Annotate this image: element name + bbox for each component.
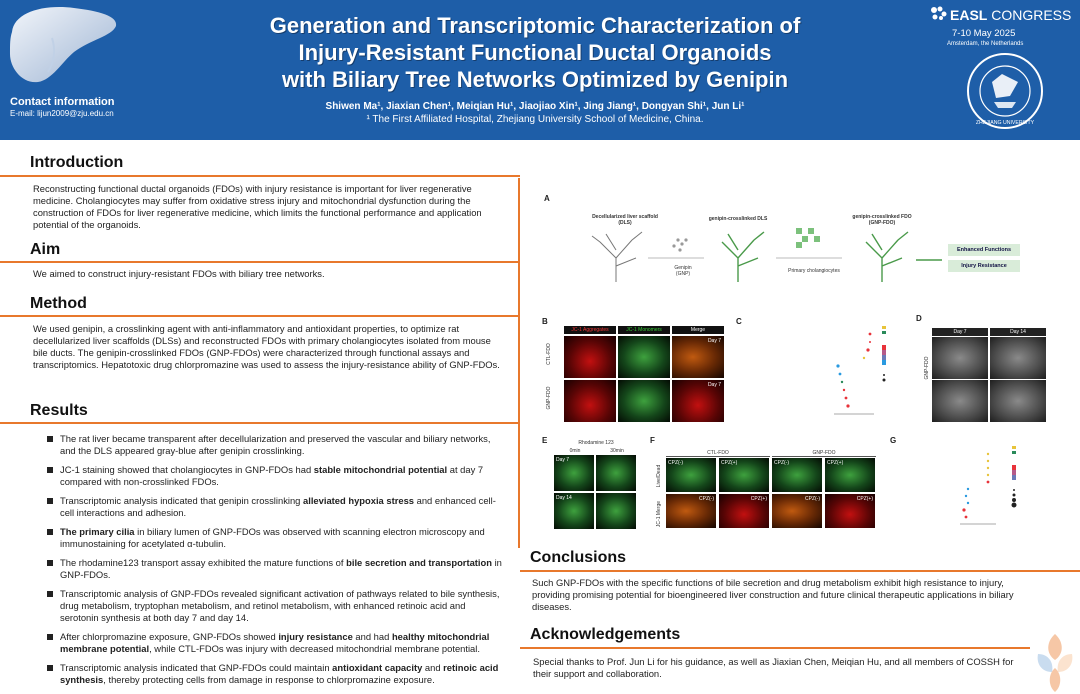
panel-a-genipin: Genipin (GNP) xyxy=(674,265,692,277)
section-underline xyxy=(520,570,1080,572)
panel-a-enhanced: Enhanced Functions xyxy=(948,244,1020,256)
panel-a-crosslinked: genipin-crosslinked DLS xyxy=(708,216,768,222)
aim-text: We aimed to construct injury-resistant FDOs with biliary tree networks. xyxy=(33,268,325,279)
panel-a-fdo: genipin-crosslinked FDO (GNP-FDO) xyxy=(852,214,912,226)
zju-year: 1897 xyxy=(999,108,1011,114)
decorative-petals-icon xyxy=(1030,628,1080,694)
introduction-text: Reconstructing functional ductal organoids (FDOs) with injury resistance is important for liver regenerative medicine. Cholangiocytes may suffer from oxidative stress injury and mitochondrial dysfunction during the construction of FDOs for liver regenerative medicine, which limits the functional performance and application potential of the organoids. xyxy=(33,183,482,230)
bullet-text: at day 7 compared with non-crosslinked FDOs. xyxy=(60,464,484,487)
panel-a-cholangio: Primary cholangiocytes xyxy=(788,268,840,274)
pathway-dot xyxy=(965,516,968,519)
panel-a-scaffold: Decellularized liver scaffold (DLS) xyxy=(592,214,658,226)
bullet-emphasis: antioxidant capacity xyxy=(332,662,423,673)
panel-label: D xyxy=(916,314,922,323)
panel-f-row1: Live/Dead xyxy=(656,464,662,488)
panel-label: C xyxy=(736,317,742,326)
panel-c-dotplot xyxy=(736,324,906,424)
panel-label: A xyxy=(544,194,550,203)
panel-b-col2: JC-1 Monomers xyxy=(618,326,670,334)
bullet-emphasis: stable mitochondrial potential xyxy=(313,464,448,475)
bullet-text: , while CTL-FDOs was injury with decreased mitochondrial membrane potential. xyxy=(149,643,480,654)
poster-header xyxy=(0,0,1080,140)
panel-d-image xyxy=(932,380,988,422)
panel-f-cpz: CPZ(+) xyxy=(721,460,738,466)
method-title: Method xyxy=(30,295,87,312)
congress-dates: 7-10 May 2025 xyxy=(952,28,1016,39)
bullet-text: in biliary lumen of GNP-FDOs was observed with scanning electron microscopy and immunostaining for acetylated α-tubulin. xyxy=(60,526,485,549)
legend-swatch xyxy=(882,331,886,334)
pathway-dot xyxy=(967,502,969,504)
panel-f-cpz: CPZ(-) xyxy=(805,496,820,502)
bullet-text: After chlorpromazine exposure, GNP-FDOs showed xyxy=(60,631,279,642)
panel-b-day: Day 7 xyxy=(707,382,721,388)
panel-f-image xyxy=(666,494,716,528)
panel-d-image xyxy=(932,337,988,379)
padj-swatch xyxy=(882,345,886,350)
contact-email: E-mail: lijun2009@zju.edu.cn xyxy=(10,109,114,118)
legend-swatch xyxy=(882,326,886,329)
pathway-dot xyxy=(845,397,848,400)
pathway-dot xyxy=(965,495,967,497)
panel-f-image xyxy=(772,458,822,492)
bullet-emphasis: alleviated hypoxia stress xyxy=(303,495,414,506)
panel-g-dotplot xyxy=(870,446,1050,538)
panel-b-image xyxy=(564,380,616,422)
panel-e-t0: 0min xyxy=(569,448,581,454)
pathway-dot xyxy=(962,508,965,511)
pathway-dot xyxy=(843,389,845,391)
panel-f-image xyxy=(772,494,822,528)
panel-b-image xyxy=(672,336,724,378)
panel-d-col1: Day 7 xyxy=(932,328,988,336)
panel-b-row2: GNP-FDO xyxy=(546,386,552,410)
legend-swatch xyxy=(1012,451,1016,454)
section-underline xyxy=(520,647,1030,649)
pathway-dot xyxy=(839,373,842,376)
panel-d-col2: Day 14 xyxy=(990,328,1046,336)
result-bullet xyxy=(60,526,505,550)
bullet-text: The rat liver became transparent after decellularization and preserved the vascular and biliary networks, and the DLS appeared gray-blue after genipin crosslinking. xyxy=(60,433,491,456)
poster-title xyxy=(200,12,870,93)
pathway-dot xyxy=(869,333,872,336)
results-title: Results xyxy=(30,402,88,419)
panel-f-cpz: CPZ(-) xyxy=(774,460,789,466)
authors: Shiwen Ma¹, Jiaxian Chen¹, Meiqian Hu¹, Jiaojiao Xin¹, Jing Jiang¹, Dongyan Shi¹, Jun Li¹ xyxy=(325,101,745,112)
gene-size-dot xyxy=(883,379,886,382)
bullet-text: Transcriptomic analysis indicated that GNP-FDOs could maintain xyxy=(60,662,333,673)
column-divider xyxy=(518,178,520,548)
panel-e-day7: Day 7 xyxy=(556,457,570,463)
section-underline xyxy=(0,261,520,263)
panel-f-image xyxy=(666,458,716,492)
panel-e-image xyxy=(596,493,636,529)
bullet-emphasis: injury resistance xyxy=(278,631,353,642)
pathway-dot xyxy=(863,357,865,359)
gene-size-dot xyxy=(1012,498,1016,502)
pathway-dot xyxy=(987,474,989,476)
panel-f-cpz: CPZ(-) xyxy=(699,496,714,502)
panel-e-image xyxy=(554,493,594,529)
bullet-text: Transcriptomic analysis of GNP-FDOs revealed significant activation of pathways related to bile synthesis, drug metabolism, tryptophan metabolism, and retinol metabolism, with enhanced retinoic acid and serotonin synthesis at both day 7 and day 14. xyxy=(60,588,500,623)
conclusions-title: Conclusions xyxy=(530,549,627,566)
gene-size-dot xyxy=(1013,489,1015,491)
gene-size-dot xyxy=(1012,503,1017,508)
bullet-text: in GNP-FDOs. xyxy=(60,557,502,580)
panel-d-row: GNP-FDO xyxy=(924,356,930,380)
panel-b-day: Day 7 xyxy=(707,338,721,344)
padj-swatch xyxy=(882,360,886,365)
bullet-emphasis: healthy mitochondrial membrane potential xyxy=(60,631,490,654)
pathway-dot xyxy=(846,404,849,407)
panel-f-gnp: GNP-FDO xyxy=(772,450,876,457)
padj-swatch xyxy=(1012,475,1016,480)
result-bullet xyxy=(60,495,505,519)
bullet-text: Transcriptomic analysis indicated that genipin crosslinking xyxy=(60,495,303,506)
pathway-dot xyxy=(987,481,990,484)
zju-seal-icon xyxy=(966,52,1044,130)
panel-e-day14: Day 14 xyxy=(556,495,572,501)
panel-b-image xyxy=(672,380,724,422)
result-bullet xyxy=(60,631,505,655)
bullet-emphasis: retinoic acid synthesis xyxy=(60,662,499,685)
dotplot-svg xyxy=(736,324,906,424)
pathway-dot xyxy=(836,364,839,367)
results-figure xyxy=(530,180,1080,550)
conclusions-text: Such GNP-FDOs with the specific functions of bile secretion and drug metabolism exhibit high resistance to injury, providing promising potential for bioengineered liver construction and future clinical therapeutic applications in biliary diseases. xyxy=(532,577,1014,612)
padj-swatch xyxy=(1012,470,1016,475)
panel-e-image xyxy=(554,455,594,491)
padj-swatch xyxy=(882,355,886,360)
gene-size-dot xyxy=(1013,494,1016,497)
result-bullet xyxy=(60,557,505,581)
title-line: Generation and Transcriptomic Characterization of xyxy=(269,13,801,38)
panel-b-row1: CTL-FDO xyxy=(546,343,552,365)
panel-f-ctl: CTL-FDO xyxy=(666,450,770,457)
panel-e-title: Rhodamine 123 xyxy=(578,440,614,446)
result-bullet xyxy=(60,433,505,457)
pathway-dot xyxy=(866,348,869,351)
title-line: with Biliary Tree Networks Optimized by Genipin xyxy=(281,67,789,92)
bullet-text: and xyxy=(422,662,444,673)
padj-swatch xyxy=(1012,465,1016,470)
title-line: Injury-Resistant Functional Ductal Organoids xyxy=(298,40,772,65)
panel-b-image xyxy=(618,380,670,422)
bullet-emphasis: The primary cilia xyxy=(60,526,135,537)
method-text: We used genipin, a crosslinking agent with anti-inflammatory and antioxidant properties, to optimize rat decellularized liver scaffolds (DLSs) and reconstructed FDOs with primary cholangiocytes isolated from mouse bile ducts. The genipin-crosslinked FDOs (GNP-FDOs) were characterized through functional assays and transcriptomics. Hepatotoxic drug chlorpromazine was used to assess the injury-resistance ability of GNP-FDOs. xyxy=(33,323,500,370)
pathway-dot xyxy=(987,460,989,462)
contact-title: Contact information xyxy=(10,96,115,108)
panel-label: E xyxy=(542,436,548,445)
panel-f-cpz: CPZ(+) xyxy=(750,496,767,502)
section-underline xyxy=(0,175,520,177)
panel-e-t30: 30min xyxy=(610,448,624,454)
panel-f-image xyxy=(719,458,769,492)
acknowledgements-title: Acknowledgements xyxy=(530,626,681,643)
section-underline xyxy=(0,315,520,317)
acknowledgements-text: Special thanks to Prof. Jun Li for his guidance, as well as Jiaxian Chen, Meiqian Hu, and all members of COSSH for their support and collaboration. xyxy=(533,656,1014,679)
panel-f-cpz: CPZ(-) xyxy=(668,460,683,466)
gene-size-dot xyxy=(883,374,885,376)
panel-e-image xyxy=(596,455,636,491)
congress-name: EASL CONGRESS xyxy=(950,7,1072,23)
pathway-dot xyxy=(869,341,871,343)
dotplot-svg xyxy=(870,446,1050,538)
panel-label: F xyxy=(650,436,655,445)
bullet-emphasis: bile secretion and transportation xyxy=(346,557,492,568)
padj-swatch xyxy=(882,350,886,355)
panel-f-image xyxy=(825,458,875,492)
legend-swatch xyxy=(1012,446,1016,449)
result-bullet xyxy=(60,662,505,686)
introduction-title: Introduction xyxy=(30,154,124,171)
panel-f-image xyxy=(719,494,769,528)
zju-name: ZHEJIANG UNIVERSITY xyxy=(975,120,1035,126)
panel-f-cpz: CPZ(+) xyxy=(856,496,873,502)
affiliation: ¹ The First Affiliated Hospital, Zhejiang University School of Medicine, China. xyxy=(366,114,704,125)
pathway-dot xyxy=(967,488,969,490)
aim-title: Aim xyxy=(30,241,61,258)
panel-d-image xyxy=(990,380,1046,422)
panel-label: G xyxy=(890,436,897,445)
pathway-dot xyxy=(987,453,989,455)
bullet-text: and had xyxy=(352,631,392,642)
panel-a-schematic xyxy=(586,228,946,284)
result-bullet xyxy=(60,588,505,624)
panel-label: B xyxy=(542,317,548,326)
panel-f-row2: JC-1 Merge xyxy=(656,500,662,528)
pathway-dot xyxy=(987,467,989,469)
panel-a-injury: Injury Resistance xyxy=(948,260,1020,272)
panel-f-image xyxy=(825,494,875,528)
panel-b-col3: Merge xyxy=(672,326,724,334)
easl-logo-icon xyxy=(930,6,948,22)
congress-location: Amsterdam, the Netherlands xyxy=(947,41,1024,47)
result-bullet xyxy=(60,464,505,488)
liver-icon xyxy=(4,2,122,90)
bullet-text: The rhodamine123 transport assay exhibited the mature functions of xyxy=(60,557,347,568)
panel-b-col1: JC-1 Aggregates xyxy=(564,326,616,334)
panel-f-cpz: CPZ(+) xyxy=(827,460,844,466)
bullet-text: and enhanced cell-cell interactions and adhesion. xyxy=(60,495,496,518)
panel-d-image xyxy=(990,337,1046,379)
section-underline xyxy=(0,422,520,424)
bullet-text: JC-1 staining showed that cholangiocytes in GNP-FDOs had xyxy=(60,464,314,475)
pathway-dot xyxy=(841,381,843,383)
panel-b-image xyxy=(564,336,616,378)
panel-b-image xyxy=(618,336,670,378)
results-list xyxy=(60,433,505,693)
bullet-text: , thereby protecting cells from damage in response to chlorpromazine exposure. xyxy=(103,674,435,685)
